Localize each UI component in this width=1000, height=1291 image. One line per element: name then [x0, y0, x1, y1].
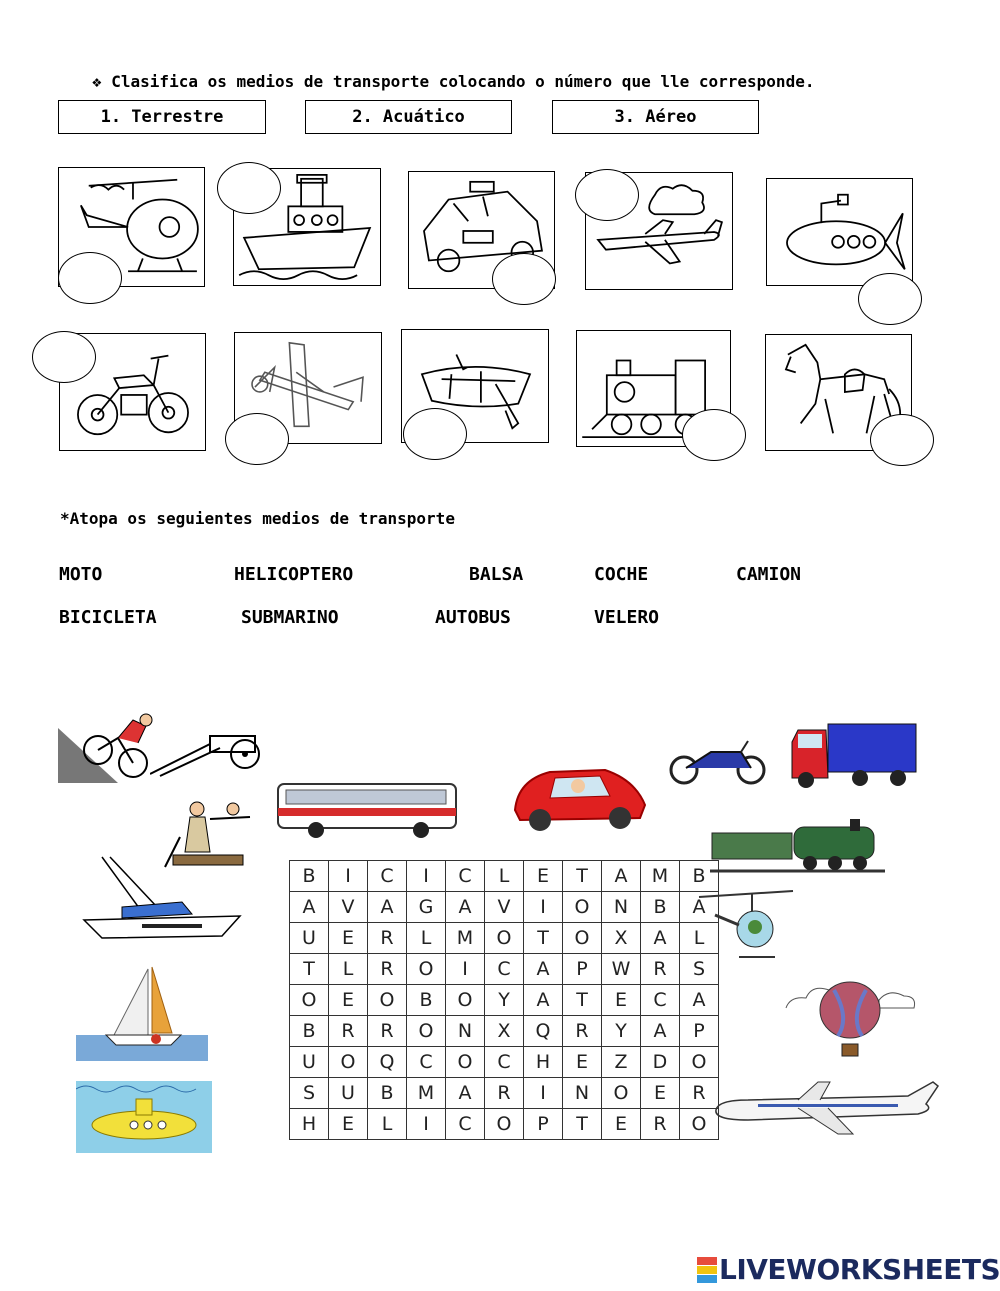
grid-row — [290, 954, 719, 985]
grid-cell[interactable]: R — [563, 1016, 602, 1047]
grid-cell[interactable]: C — [485, 1047, 524, 1078]
grid-cell[interactable]: O — [602, 1078, 641, 1109]
steam-train-clipart — [710, 815, 885, 877]
grid-cell[interactable]: U — [290, 923, 329, 954]
instruction-text: ❖ Clasifica os medios de transporte colocando o número que lle corresponde. — [92, 72, 815, 91]
grid-row — [290, 985, 719, 1016]
grid-cell[interactable]: I — [446, 954, 485, 985]
grid-cell[interactable]: M — [407, 1078, 446, 1109]
grid-cell[interactable]: R — [485, 1078, 524, 1109]
grid-cell[interactable]: L — [407, 923, 446, 954]
grid-row — [290, 1047, 719, 1078]
grid-cell[interactable]: L — [485, 861, 524, 892]
grid-cell[interactable]: A — [524, 954, 563, 985]
grid-cell[interactable]: I — [407, 1109, 446, 1140]
wordsearch-grid — [289, 860, 719, 1140]
grid-cell[interactable]: I — [329, 861, 368, 892]
word-moto: MOTO — [59, 564, 103, 585]
grid-cell[interactable]: T — [563, 1109, 602, 1140]
word-submarino: SUBMARINO — [241, 607, 339, 628]
grid-cell[interactable]: O — [680, 1109, 719, 1140]
grid-cell[interactable]: R — [368, 1016, 407, 1047]
grid-cell[interactable]: I — [407, 861, 446, 892]
yellow-submarine-clipart — [76, 1081, 212, 1153]
answer-oval-tugboat[interactable] — [217, 162, 281, 214]
grid-cell[interactable]: A — [602, 861, 641, 892]
grid-cell[interactable]: O — [290, 985, 329, 1016]
grid-cell[interactable]: D — [641, 1047, 680, 1078]
logo-text: LIVEWORKSHEETS — [719, 1253, 1000, 1286]
grid-cell[interactable]: H — [524, 1047, 563, 1078]
grid-cell[interactable]: A — [641, 923, 680, 954]
grid-cell[interactable]: O — [680, 1047, 719, 1078]
grid-cell[interactable]: C — [407, 1047, 446, 1078]
grid-cell[interactable]: P — [680, 1016, 719, 1047]
word-velero: VELERO — [594, 607, 660, 628]
grid-cell[interactable]: U — [329, 1078, 368, 1109]
grid-cell[interactable]: A — [446, 892, 485, 923]
grid-cell[interactable]: A — [680, 985, 719, 1016]
grid-cell[interactable]: B — [290, 861, 329, 892]
grid-cell[interactable]: O — [407, 1016, 446, 1047]
grid-cell[interactable]: C — [446, 861, 485, 892]
grid-cell[interactable]: T — [563, 861, 602, 892]
grid-cell[interactable]: N — [602, 892, 641, 923]
answer-oval-motorcycle[interactable] — [32, 331, 96, 383]
truck-clipart — [790, 722, 918, 790]
answer-oval-airplane[interactable] — [575, 169, 639, 221]
grid-cell[interactable]: Y — [485, 985, 524, 1016]
grid-cell[interactable]: E — [641, 1078, 680, 1109]
grid-cell[interactable]: N — [446, 1016, 485, 1047]
grid-cell[interactable]: R — [641, 954, 680, 985]
cart-clipart — [150, 724, 272, 779]
grid-cell[interactable]: S — [290, 1078, 329, 1109]
grid-cell[interactable]: C — [446, 1109, 485, 1140]
grid-cell[interactable]: S — [680, 954, 719, 985]
grid-cell[interactable]: E — [329, 985, 368, 1016]
grid-cell[interactable]: T — [563, 985, 602, 1016]
wordsearch-instruction: *Atopa os seguientes medios de transporte — [60, 509, 455, 528]
grid-cell[interactable]: I — [524, 892, 563, 923]
grid-cell[interactable]: A — [524, 985, 563, 1016]
grid-cell[interactable]: A — [680, 892, 719, 923]
motorbike-clipart — [666, 738, 771, 786]
category-box-acuatico: 2. Acuático — [305, 100, 512, 134]
grid-cell[interactable]: B — [407, 985, 446, 1016]
grid-cell[interactable]: O — [485, 923, 524, 954]
jet-airplane-clipart — [708, 1078, 940, 1138]
grid-cell[interactable]: A — [368, 892, 407, 923]
word-coche: COCHE — [594, 564, 649, 585]
grid-cell[interactable]: C — [485, 954, 524, 985]
grid-cell[interactable]: B — [680, 861, 719, 892]
word-camion: CAMION — [736, 564, 802, 585]
grid-cell[interactable]: T — [290, 954, 329, 985]
grid-row — [290, 1016, 719, 1047]
grid-cell[interactable]: A — [641, 1016, 680, 1047]
grid-cell[interactable]: V — [329, 892, 368, 923]
grid-cell[interactable]: X — [485, 1016, 524, 1047]
submarine-picture — [766, 178, 913, 286]
grid-cell[interactable]: X — [602, 923, 641, 954]
grid-cell[interactable]: B — [641, 892, 680, 923]
grid-row — [290, 892, 719, 923]
grid-cell[interactable]: E — [563, 1047, 602, 1078]
grid-cell[interactable]: Y — [602, 1016, 641, 1047]
grid-cell[interactable]: Q — [368, 1047, 407, 1078]
grid-cell[interactable]: C — [368, 861, 407, 892]
grid-cell[interactable]: M — [446, 923, 485, 954]
grid-cell[interactable]: O — [563, 923, 602, 954]
grid-cell[interactable]: A — [446, 1078, 485, 1109]
grid-cell[interactable]: P — [563, 954, 602, 985]
answer-oval-taxi[interactable] — [492, 253, 556, 305]
grid-cell[interactable]: P — [524, 1109, 563, 1140]
grid-row — [290, 1109, 719, 1140]
logo-mark-icon — [697, 1257, 717, 1283]
grid-cell[interactable]: C — [641, 985, 680, 1016]
sailboat-clipart — [76, 965, 208, 1061]
word-helicoptero: HELICOPTERO — [234, 564, 354, 585]
grid-cell[interactable]: Z — [602, 1047, 641, 1078]
grid-cell[interactable]: B — [368, 1078, 407, 1109]
bus-clipart — [276, 778, 461, 840]
answer-oval-horse[interactable] — [870, 414, 934, 466]
grid-cell[interactable]: I — [524, 1078, 563, 1109]
grid-cell[interactable]: O — [446, 985, 485, 1016]
grid-cell[interactable]: O — [368, 985, 407, 1016]
grid-cell[interactable]: E — [329, 923, 368, 954]
hot-air-balloon-clipart — [784, 978, 919, 1060]
grid-cell[interactable]: E — [602, 985, 641, 1016]
liveworksheets-logo — [697, 1253, 1000, 1286]
word-autobus: AUTOBUS — [435, 607, 511, 628]
grid-cell[interactable]: O — [485, 1109, 524, 1140]
grid-row — [290, 861, 719, 892]
grid-cell[interactable]: R — [641, 1109, 680, 1140]
grid-cell[interactable]: R — [329, 1016, 368, 1047]
grid-cell[interactable]: R — [680, 1078, 719, 1109]
grid-cell[interactable]: O — [563, 892, 602, 923]
grid-cell[interactable]: W — [602, 954, 641, 985]
word-bicicleta: BICICLETA — [59, 607, 157, 628]
category-box-aereo: 3. Aéreo — [552, 100, 759, 134]
answer-oval-submarine[interactable] — [858, 273, 922, 325]
grid-cell[interactable]: L — [329, 954, 368, 985]
grid-cell[interactable]: O — [329, 1047, 368, 1078]
grid-cell[interactable]: O — [407, 954, 446, 985]
grid-cell[interactable]: U — [290, 1047, 329, 1078]
grid-cell[interactable]: V — [485, 892, 524, 923]
grid-row — [290, 1078, 719, 1109]
grid-cell[interactable]: O — [446, 1047, 485, 1078]
word-balsa: BALSA — [469, 564, 524, 585]
grid-row — [290, 923, 719, 954]
car-clipart — [510, 760, 650, 832]
grid-cell[interactable]: E — [329, 1109, 368, 1140]
grid-cell[interactable]: R — [368, 954, 407, 985]
grid-cell[interactable]: H — [290, 1109, 329, 1140]
answer-oval-train[interactable] — [682, 409, 746, 461]
grid-cell[interactable]: B — [290, 1016, 329, 1047]
grid-cell[interactable]: L — [680, 923, 719, 954]
grid-cell[interactable]: T — [524, 923, 563, 954]
answer-oval-helicopter[interactable] — [58, 252, 122, 304]
grid-cell[interactable]: Q — [524, 1016, 563, 1047]
answer-oval-biplane[interactable] — [225, 413, 289, 465]
grid-cell[interactable]: E — [524, 861, 563, 892]
answer-oval-rowboat[interactable] — [403, 408, 467, 460]
grid-cell[interactable]: L — [368, 1109, 407, 1140]
grid-cell[interactable]: A — [290, 892, 329, 923]
grid-cell[interactable]: E — [602, 1109, 641, 1140]
grid-cell[interactable]: M — [641, 861, 680, 892]
grid-cell[interactable]: R — [368, 923, 407, 954]
grid-cell[interactable]: G — [407, 892, 446, 923]
yacht-clipart — [82, 852, 242, 940]
category-box-terrestre: 1. Terrestre — [58, 100, 266, 134]
grid-cell[interactable]: N — [563, 1078, 602, 1109]
